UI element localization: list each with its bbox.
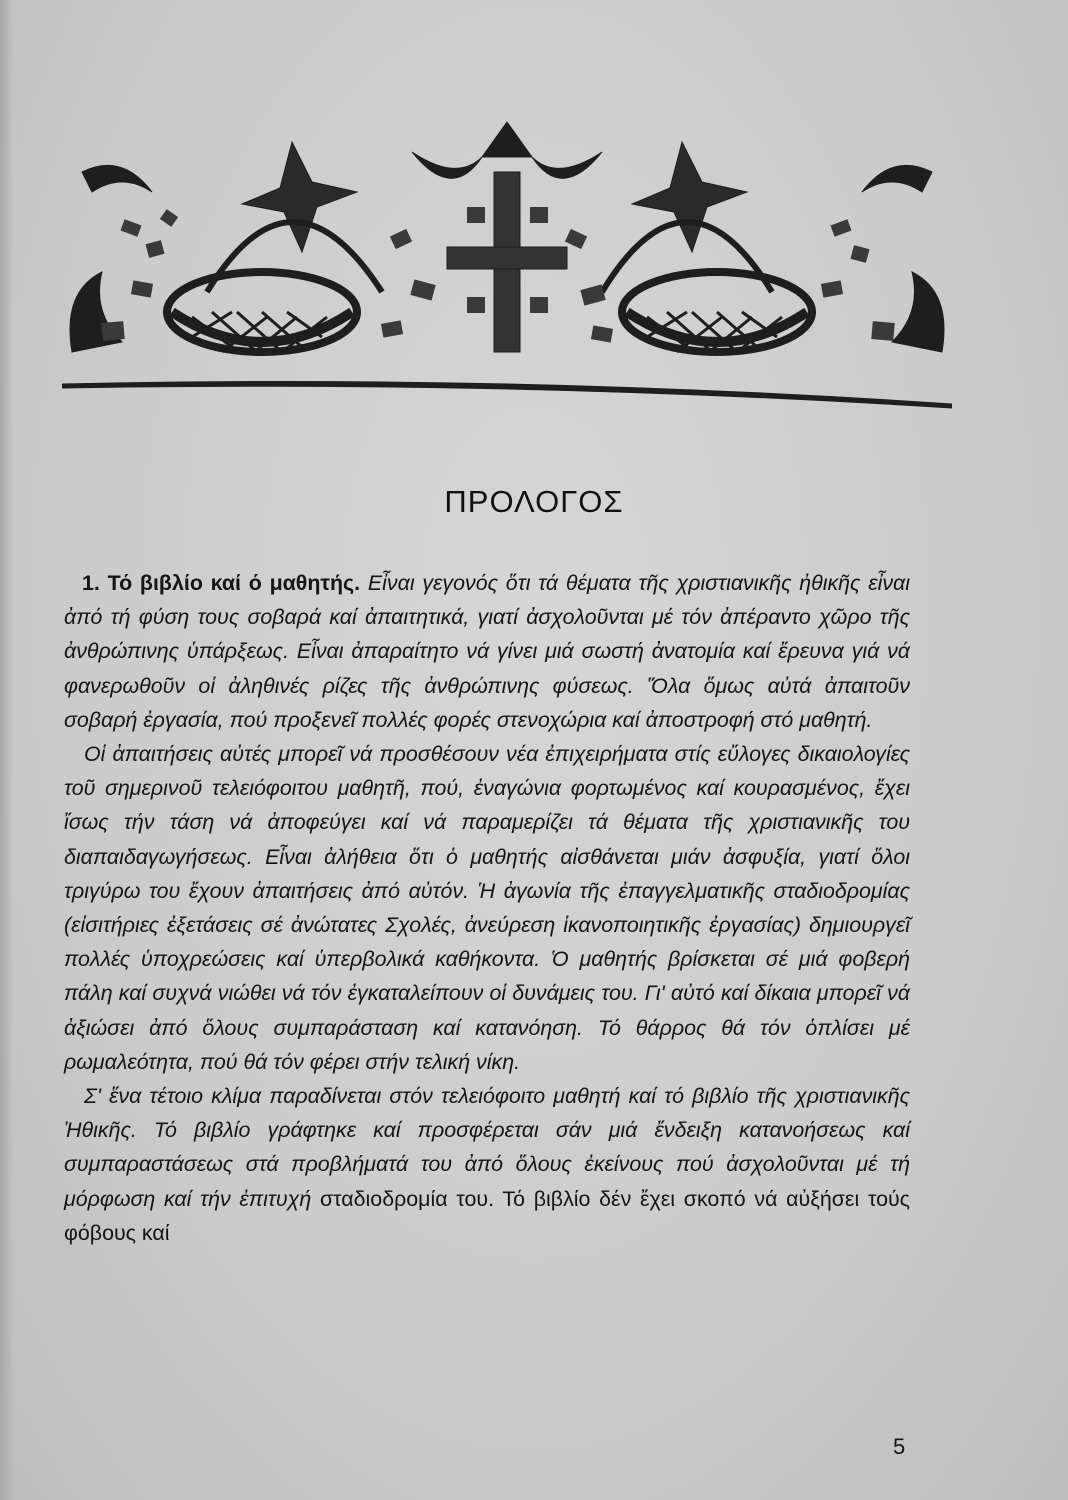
paragraph-1-text: Εἶναι γεγονός ὅτι τά θέματα τῆς χριστιανικῆς ἠθικῆς εἶναι ἀπό τή φύση τους σοβαρά καί ἀπαιτητικά, γιατί ἀσχολοῦνται μέ τόν ἀπέραντο χῶρο τῆς ἀνθρώπινης ὑπάρξεως. Εἶναι ἀπαραίτητο νά γίνει μιά σωστή ἀνατομία καί ἔρευνα γιά νά φανερωθοῦν οἱ ἀληθινές ρίζες τῆς ἀνθρώπινης φύσεως. Ὅλα ὅμως αὐτά ἀπαιτοῦν σοβαρή ἐργασία, πού προξενεῖ πολλές φορές στενοχώρια καί ἀποστροφή στό μαθητή. <box>64 571 911 732</box>
page-number: 5 <box>893 1434 906 1459</box>
section-heading: 1. Τό βιβλίο καί ό μαθητής. <box>82 571 361 595</box>
paragraph-3 <box>64 1079 910 1250</box>
decorative-headpiece-ornament <box>62 112 952 412</box>
page-gutter-shadow <box>0 0 14 1500</box>
paragraph-2: Οἱ ἀπαιτήσεις αὐτές μπορεῖ νά προσθέσουν νέα ἐπιχειρήματα στίς εὔλογες δικαιολογίες τοῦ σημερινοῦ τελειόφοιτου μαθητῆ, πού, ἐναγώνια φορτωμένος καί κουρασμένος, ἔχει ἴσως τήν τάση νά ἀποφεύγει καί νά παραμερίζει τά θέματα τῆς χριστιανικῆς του διαπαιδαγωγήσεως. Εἶναι ἀλήθεια ὅτι ὁ μαθητής αἰσθάνεται μιάν ἀσφυξία, γιατί ὅλοι τριγύρω του ἔχουν ἀπαιτήσεις ἀπό αὐτόν. Ἡ ἀγωνία τῆς ἐπαγγελματικῆς σταδιοδρομίας (εἰσιτήριες ἐξετάσεις σέ ἀνώτατες Σχολές, ἀνεύρεση ἱκανοποιητικῆς ἐργασίας) δημιουργεῖ πολλές ὑποχρεώσεις καί ὑπερβολικά καθήκοντα. Ὁ μαθητής βρίσκεται σέ μιά φοβερή πάλη καί συχνά νιώθει νά τόν ἐγκαταλείπουν οἱ δυνάμεις του. Γι' αὐτό καί δίκαια μπορεῖ νά ἀξιώσει ἀπό ὅλους συμπαράσταση καί κατανόηση. Τό θάρρος θά τόν ὁπλίσει μέ ρωμαλεότητα, πού θά τόν φέρει στήν τελική νίκη. <box>64 742 910 1074</box>
paragraph-3-last-line: σταδιοδρομία του. Τό βιβλίο δέν ἔχει σκοπό νά αὐξήσει τούς φόβους καί <box>64 1186 910 1245</box>
paragraph-3-text: Σ' ἕνα τέτοιο κλίμα παραδίνεται στόν τελειόφοιτο μαθητή καί τό βιβλίο τῆς χριστιανικῆς Ἠθικῆς. Τό βιβλίο γράφτηκε καί προσφέρεται σάν μιά ἔνδειξη κατανοήσεως καί συμπαραστάσεως στά προβλήματά του ἀπό ὅλους ἐκείνους πού ἀσχολοῦνται μέ τή μόρφωση καί τήν ἐπιτυχή <box>64 1084 910 1211</box>
page-title: ΠΡΟΛΟΓΟΣ <box>444 484 624 519</box>
paragraph-1 <box>64 566 910 737</box>
body-text <box>64 566 910 1250</box>
